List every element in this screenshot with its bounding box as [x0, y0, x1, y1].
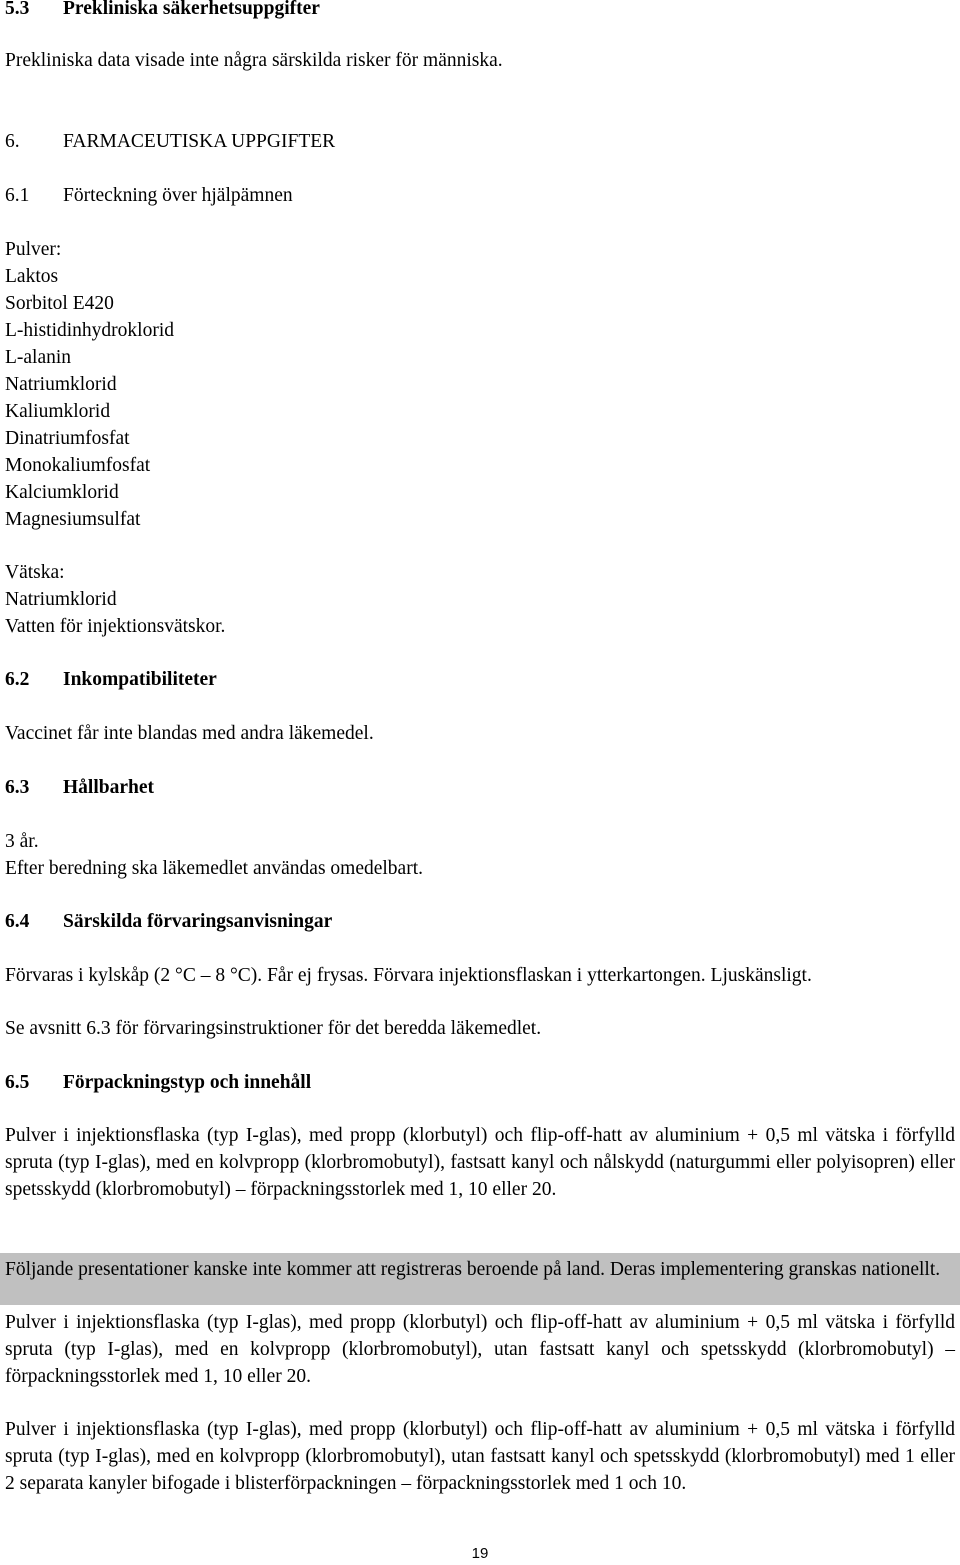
section-heading-6: [5, 130, 335, 154]
section-number: 6.: [5, 131, 20, 152]
section-number: 6.2: [5, 669, 30, 690]
excipient-item: Kaliumklorid: [5, 401, 111, 422]
section-number: 6.3: [5, 777, 30, 798]
section-number: 6.1: [5, 185, 30, 206]
excipient-item: Monokaliumfosfat: [5, 455, 151, 476]
section-title: Prekliniska säkerhetsuppgifter: [63, 0, 320, 19]
section-title: Hållbarhet: [63, 777, 154, 798]
paragraph: Förvaras i kylskåp (2 °C – 8 °C). Får ej frysas. Förvara injektionsflaskan i ytterkartongen. Ljuskänsligt.: [5, 965, 812, 986]
section-number: 6.5: [5, 1072, 30, 1093]
excipient-item: Kalciumklorid: [5, 482, 119, 503]
paragraph: Pulver i injektionsflaska (typ I-glas), med propp (klorbutyl) och flip-off-hatt av aluminium + 0,5 ml vätska i förfylld spruta (typ I-glas), med en kolvpropp (klorbromobutyl), utan fastsatt kanyl och spetsskydd (klorbromobutyl) – förpackningsstorlek med 1, 10 eller 20.: [5, 1312, 955, 1387]
excipient-item: Magnesiumsulfat: [5, 509, 141, 530]
excipient-item: Natriumklorid: [5, 374, 117, 395]
paragraph: Efter beredning ska läkemedlet användas omedelbart.: [5, 858, 423, 879]
excipient-item: Dinatriumfosfat: [5, 428, 130, 449]
section-heading-5-3: [5, 0, 320, 21]
section-heading-6-2: [5, 668, 217, 692]
excipient-item: Natriumklorid: [5, 589, 117, 610]
vatska-label: Vätska:: [5, 562, 65, 583]
excipient-item: L-alanin: [5, 347, 72, 368]
paragraph: Vaccinet får inte blandas med andra läkemedel.: [5, 723, 374, 744]
paragraph: Prekliniska data visade inte några särskilda risker för människa.: [5, 50, 503, 71]
section-title: Förteckning över hjälpämnen: [63, 185, 293, 206]
section-heading-6-1: [5, 184, 293, 208]
excipient-item: Laktos: [5, 266, 59, 287]
section-title: Särskilda förvaringsanvisningar: [63, 911, 333, 932]
section-heading-6-4: [5, 910, 332, 934]
paragraph: Se avsnitt 6.3 för förvaringsinstruktioner för det beredda läkemedlet.: [5, 1018, 542, 1039]
pulver-label: Pulver:: [5, 239, 62, 260]
section-title: Förpackningstyp och innehåll: [63, 1072, 312, 1093]
section-heading-6-3: [5, 776, 154, 800]
page-number: 19: [471, 1545, 489, 1562]
paragraph: 3 år.: [5, 831, 39, 852]
excipient-item: Sorbitol E420: [5, 293, 114, 314]
excipient-item: L-histidinhydroklorid: [5, 320, 174, 341]
section-heading-6-5: [5, 1071, 311, 1095]
paragraph: Pulver i injektionsflaska (typ I-glas), med propp (klorbutyl) och flip-off-hatt av aluminium + 0,5 ml vätska i förfylld spruta (typ I-glas), med en kolvpropp (klorbromobutyl), utan fastsatt kanyl och spetsskydd (klorbromobutyl) med 1 eller 2 separata kanyler bifogade i blisterförpackningen – förpackningsstorlek med 1 och 10.: [5, 1419, 955, 1494]
paragraph: Pulver i injektionsflaska (typ I-glas), med propp (klorbutyl) och flip-off-hatt av aluminium + 0,5 ml vätska i förfylld spruta (typ I-glas), med en kolvpropp (klorbromobutyl), fastsatt kanyl och nålskydd (naturgummi eller polyisopren) eller spetsskydd (klorbromobutyl) – förpackningsstorlek med 1, 10 eller 20.: [5, 1125, 955, 1200]
excipient-item: Vatten för injektionsvätskor.: [5, 616, 226, 637]
section-number: 6.4: [5, 911, 30, 932]
highlight-text: Följande presentationer kanske inte kommer att registreras beroende på land. Deras implementering granskas nationellt.: [5, 1259, 941, 1280]
section-title: Inkompatibiliteter: [63, 669, 217, 690]
section-number: 5.3: [5, 0, 30, 19]
section-title: FARMACEUTISKA UPPGIFTER: [63, 131, 336, 152]
